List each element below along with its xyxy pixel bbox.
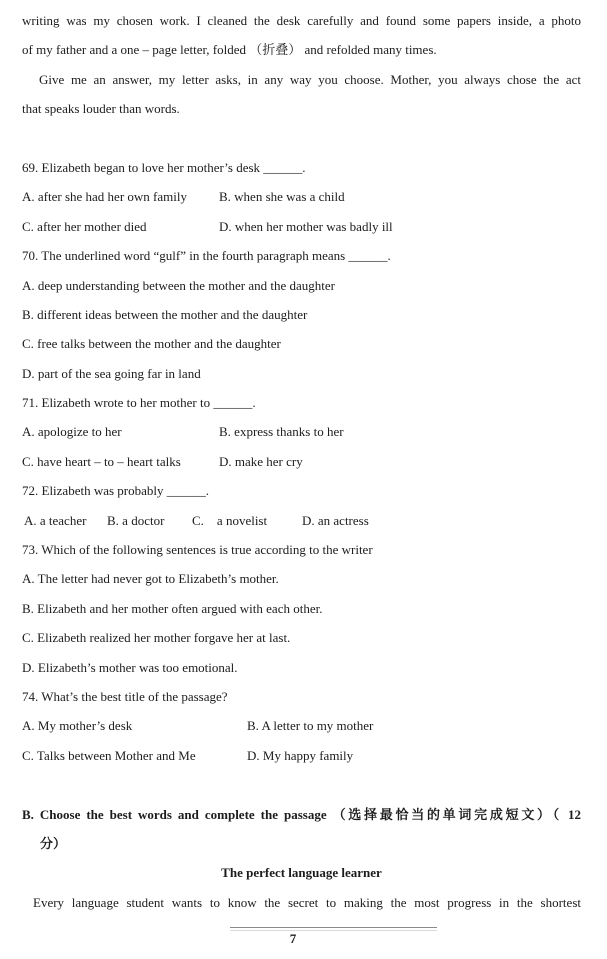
question-stem-70: 70. The underlined word “gulf” in the fourth paragraph means ______. [22,248,391,264]
answer-option-69d: D. when her mother was badly ill [219,218,393,234]
answer-option-74b: B. A letter to my mother [247,718,374,734]
answer-option-72c: C. a novelist [192,512,268,528]
answer-option-71c: C. have heart – to – heart talks [22,453,181,469]
answer-option-70a: A. deep understanding between the mother and the daughter [22,277,335,293]
options-row [22,417,581,446]
options-row [22,506,581,535]
answer-option-71b: B. express thanks to her [219,424,344,440]
answer-option-74c: C. Talks between Mother and Me [22,747,196,763]
passage-line: that speaks louder than words. [22,101,180,117]
answer-option-72a: A. a teacher [24,512,87,528]
passage-line: writing was my chosen work. I cleaned the desk carefully and found some papers inside, a photo [22,13,581,28]
answer-option-69b: B. when she was a child [219,189,345,205]
options-row [22,711,581,740]
page-number: 7 [289,931,297,946]
options-row [22,741,581,770]
answer-option-72b: B. a doctor [107,512,165,528]
answer-option-74d: D. My happy family [247,747,354,763]
answer-option-71d: D. make her cry [219,453,303,469]
answer-option-73b: B. Elizabeth and her mother often argued with each other. [22,600,323,616]
answer-option-73a: A. The letter had never got to Elizabeth’s mother. [22,571,279,587]
answer-option-72d: D. an actress [302,512,369,528]
passage-line: Give me an answer, my letter asks, in any way you choose. Mother, you always chose the act [39,71,581,87]
blank-line [22,124,581,153]
options-row [22,212,581,241]
answer-option-69a: A. after she had her own family [22,189,187,205]
passage-line: of my father and a one – page letter, folded （折叠） and refolded many times. [22,42,437,58]
page-content [22,6,581,917]
question-stem-74: 74. What’s the best title of the passage? [22,688,228,704]
footer-rule [230,927,437,931]
cloze-passage-title: The perfect language learner [221,865,382,881]
answer-option-71a: A. apologize to her [22,424,122,440]
answer-option-70b: B. different ideas between the mother and the daughter [22,306,308,322]
cloze-passage-line: Every language student wants to know the secret to making the most progress in the shortest [33,894,581,910]
options-row [22,182,581,211]
answer-option-69c: C. after her mother died [22,218,147,234]
section-b-heading: B. Choose the best words and complete the passage （选择最恰当的单词完成短文）（ 12 [22,806,581,822]
answer-option-70c: C. free talks between the mother and the daughter [22,336,281,352]
answer-option-74a: A. My mother’s desk [22,718,133,734]
answer-option-70d: D. part of the sea going far in land [22,365,201,381]
section-b-heading-wrap: 分） [40,835,67,851]
answer-option-73c: C. Elizabeth realized her mother forgave her at last. [22,630,291,646]
question-stem-69: 69. Elizabeth began to love her mother’s desk ______. [22,159,306,175]
options-row [22,447,581,476]
answer-option-73d: D. Elizabeth’s mother was too emotional. [22,659,238,675]
question-stem-71: 71. Elizabeth wrote to her mother to ______. [22,395,256,411]
blank-line [22,770,581,799]
question-stem-73: 73. Which of the following sentences is true according to the writer [22,542,373,558]
question-stem-72: 72. Elizabeth was probably ______. [22,483,210,499]
